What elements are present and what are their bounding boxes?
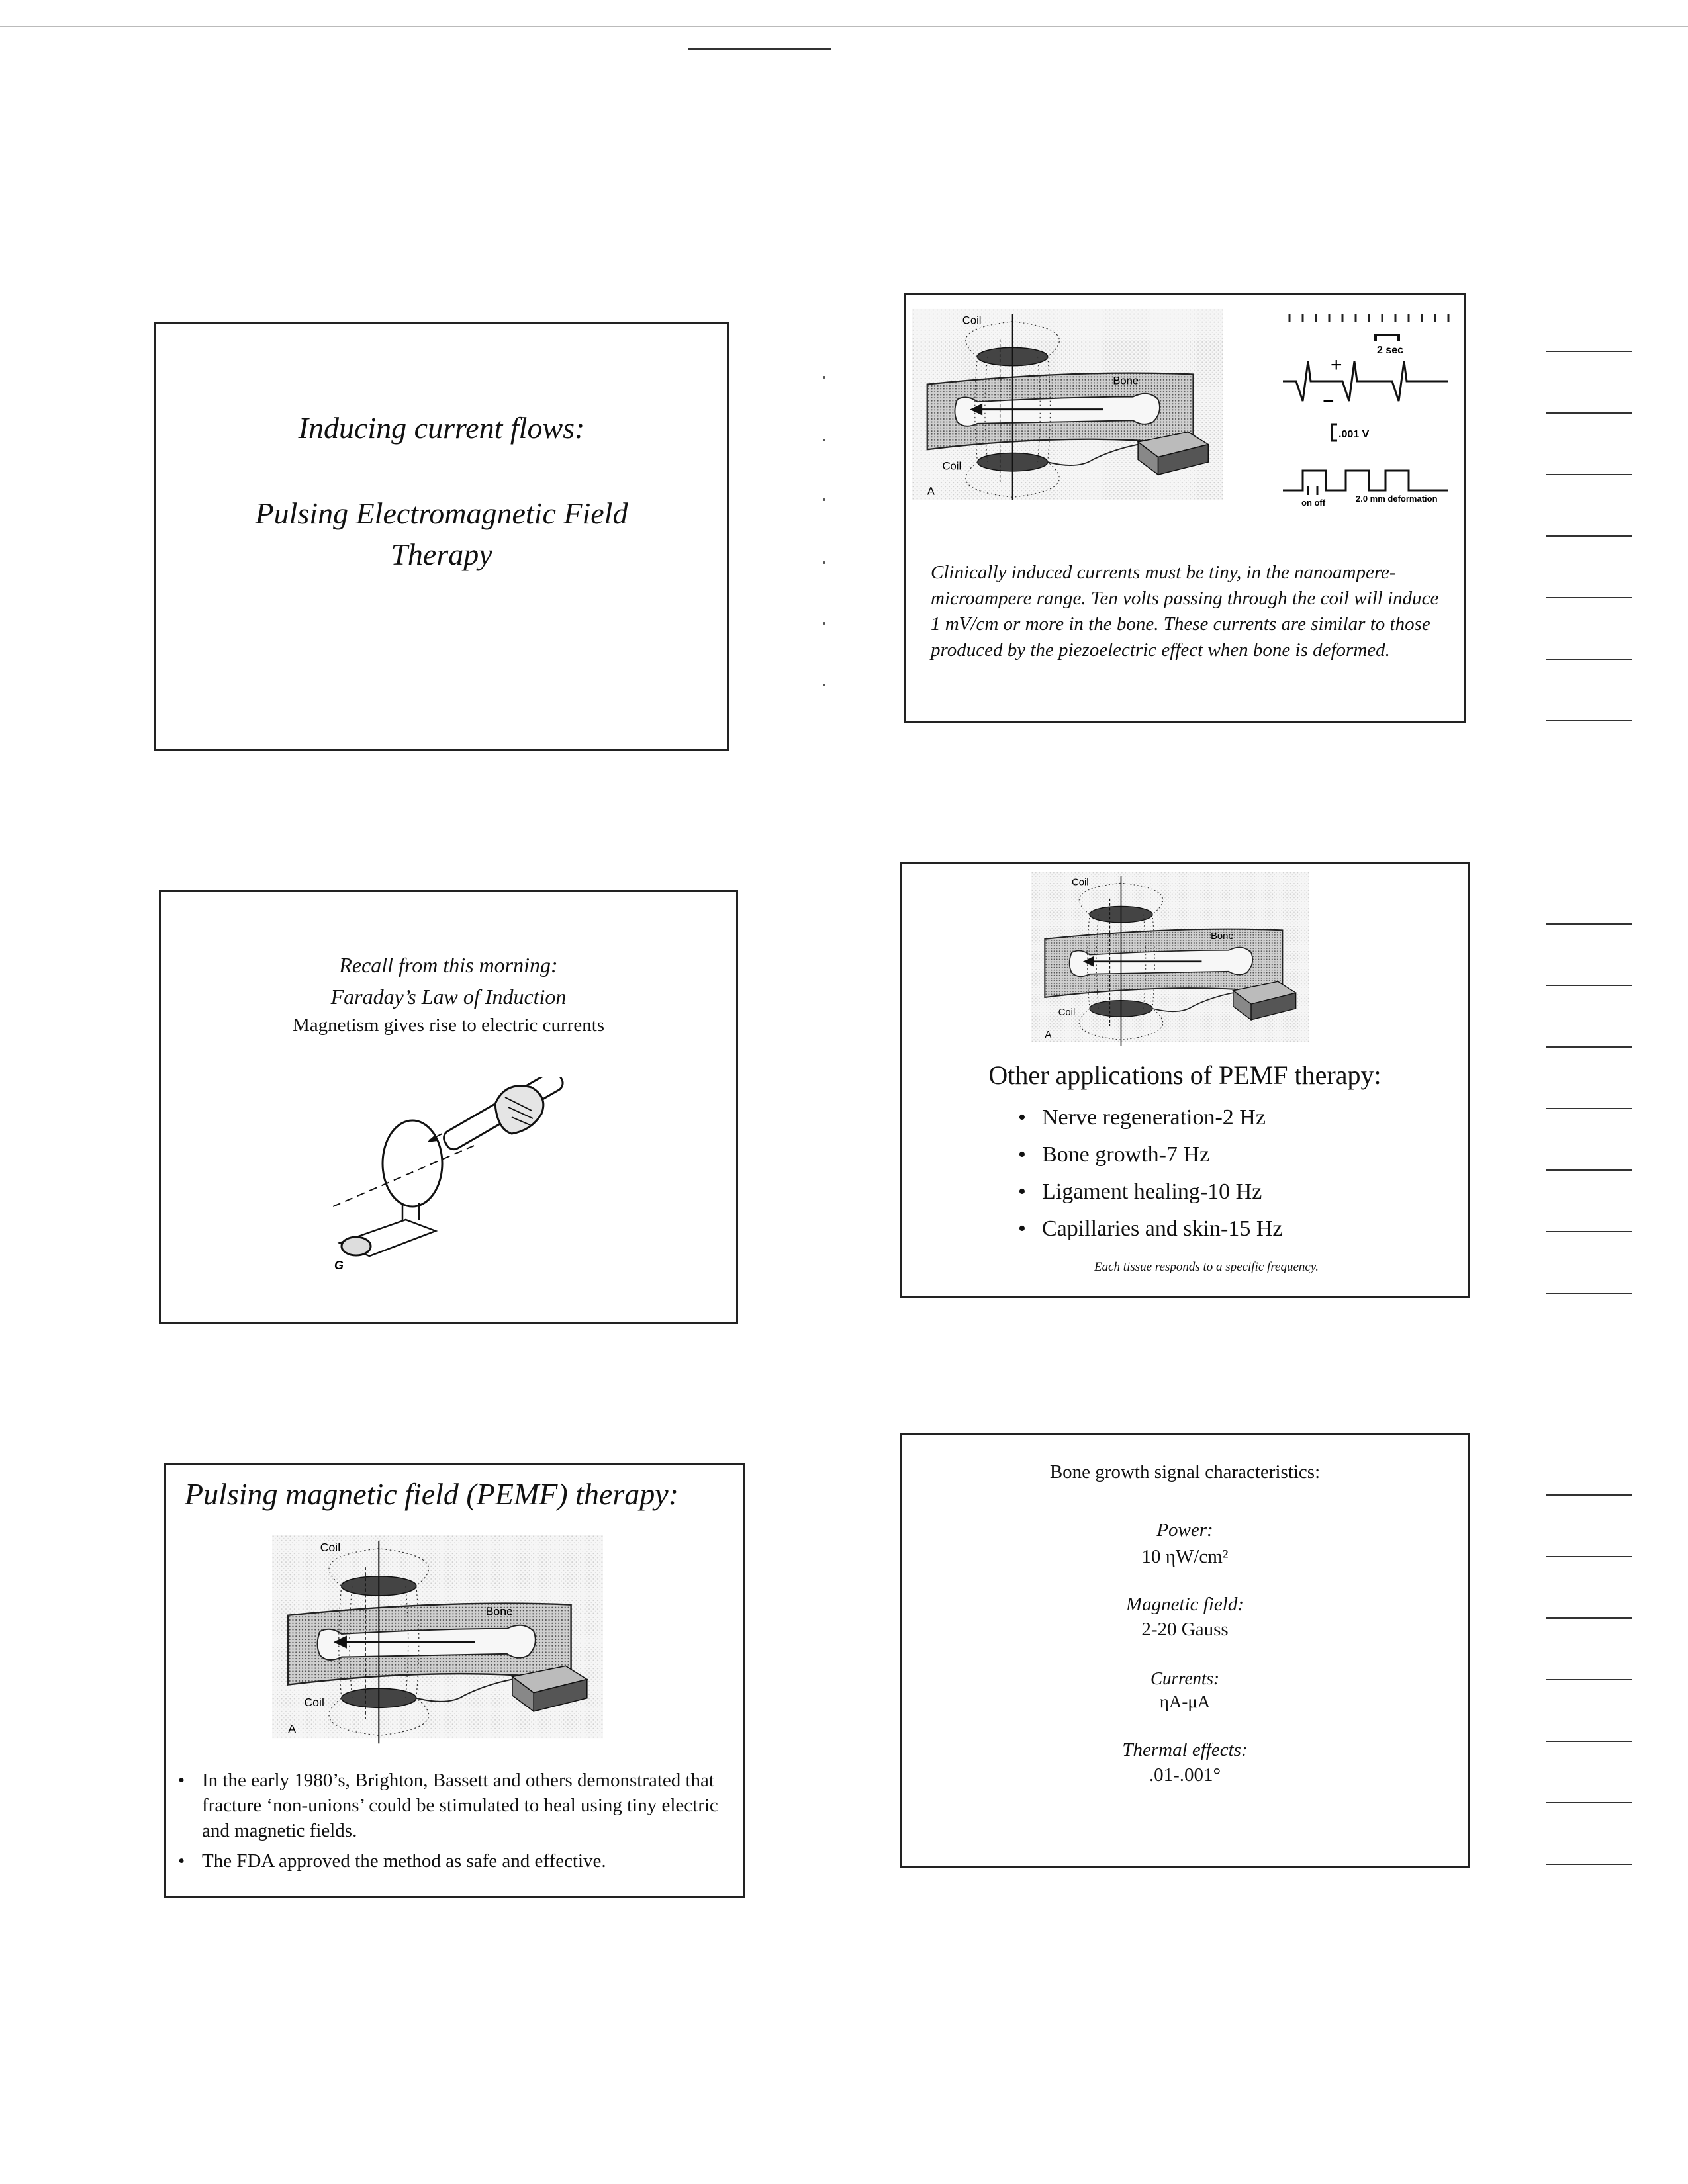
- scan-mark: [688, 48, 831, 50]
- margin-dot: [823, 622, 825, 625]
- time-scale-label: 2 sec: [1377, 345, 1404, 356]
- slide-2: [904, 293, 1466, 723]
- pemf-coil-bone-diagram: [912, 308, 1223, 500]
- page-edge: [0, 26, 1688, 27]
- coil-bottom-label: Coil: [304, 1695, 324, 1709]
- voltage-scale-label: .001 V: [1338, 429, 1370, 440]
- slide-3: [159, 890, 738, 1324]
- pemf-coil-bone-diagram: [272, 1527, 603, 1746]
- slide-5: [164, 1463, 745, 1898]
- note-line: [1546, 1046, 1632, 1048]
- power-value-text: 10 ηW/cm²: [1141, 1546, 1229, 1567]
- margin-dot: [823, 439, 825, 441]
- coil-top-label: Coil: [320, 1540, 341, 1554]
- list-item: • Nerve regeneration-2 Hz: [1013, 1099, 1283, 1136]
- coil-bottom-label: Coil: [942, 459, 962, 473]
- note-line: [1546, 1108, 1632, 1109]
- note-line: [1546, 1617, 1632, 1619]
- note-line: [1546, 1802, 1632, 1803]
- slide-subtitle: Pulsing Electromagnetic Field Therapy: [255, 496, 628, 571]
- slide-title: Bone growth signal characteristics:: [1049, 1461, 1321, 1482]
- power-value: [902, 1546, 1468, 1568]
- note-line: [1546, 1679, 1632, 1680]
- note-line: [1546, 1231, 1632, 1232]
- panel-letter: A: [288, 1722, 297, 1736]
- signal-waveform-diagram: [1276, 308, 1462, 507]
- galvanometer-label: G: [334, 1259, 344, 1272]
- frequency-list: [1013, 1099, 1283, 1248]
- bone-label: Bone: [485, 1604, 514, 1618]
- note-line: [1546, 351, 1632, 352]
- slide-title: Inducing current flows:: [298, 411, 585, 445]
- power-label: Power:: [1156, 1520, 1213, 1541]
- note-line: [1546, 1293, 1632, 1294]
- note-line: [1546, 1556, 1632, 1557]
- coil-bottom-label: Coil: [1058, 1007, 1076, 1019]
- thermal-effects-value: .01-.001°: [1149, 1764, 1221, 1786]
- coil-top-label: Coil: [962, 314, 982, 327]
- panel-letter: A: [927, 484, 935, 498]
- coil-top-label: Coil: [1071, 877, 1089, 888]
- bone-label: Bone: [1113, 374, 1139, 387]
- list-item: • Capillaries and skin-15 Hz: [1013, 1210, 1283, 1248]
- slide-6: [900, 1433, 1470, 1868]
- note-line: [1546, 412, 1632, 414]
- margin-dot: [823, 561, 825, 564]
- note-line: [1546, 535, 1632, 537]
- note-line: [1546, 720, 1632, 721]
- note-line: [1546, 659, 1632, 660]
- slide-4: [900, 862, 1470, 1298]
- note-line: [1546, 1741, 1632, 1742]
- deformation-label: 2.0 mm deformation: [1356, 494, 1438, 504]
- note-line: [1546, 1864, 1632, 1865]
- margin-dot: [823, 376, 825, 379]
- thermal-effects-label: Thermal effects:: [1122, 1739, 1248, 1760]
- slide-caption: Clinically induced currents must be tiny, in the nanoampere-microampere range. Ten volts passing through the coil will induce 1 mV/cm or more in the bone. These currents are similar to those produced by the piezoelectric effect when bone is deformed.: [931, 562, 1439, 660]
- note-line: [1546, 597, 1632, 598]
- magnetic-field-value: 2-20 Gauss: [1141, 1619, 1229, 1640]
- list-item: • Ligament healing-10 Hz: [1013, 1173, 1283, 1210]
- note-line: [1546, 1169, 1632, 1171]
- history-bullets: [173, 1768, 735, 1874]
- currents-label: Currents:: [1150, 1668, 1219, 1688]
- faraday-law-line: Faraday’s Law of Induction: [330, 985, 567, 1009]
- currents-value: ηA-μA: [1159, 1692, 1211, 1711]
- magnetism-line: Magnetism gives rise to electric currents: [292, 1015, 605, 1036]
- margin-dot: [823, 684, 825, 686]
- pemf-coil-bone-diagram: [1031, 868, 1309, 1046]
- panel-letter: A: [1045, 1029, 1052, 1040]
- recall-line: Recall from this morning:: [339, 953, 558, 977]
- note-line: [1546, 474, 1632, 475]
- magnetic-field-label: Magnetic field:: [1126, 1594, 1244, 1615]
- list-item: • The FDA approved the method as safe and effective.: [173, 1848, 735, 1874]
- minus-sign: −: [1323, 390, 1335, 412]
- margin-dot: [823, 498, 825, 501]
- bone-label: Bone: [1210, 931, 1234, 942]
- slide-footnote: Each tissue responds to a specific frequency.: [1094, 1260, 1319, 1274]
- note-line: [1546, 923, 1632, 925]
- list-item: • In the early 1980’s, Brighton, Bassett and others demonstrated that fracture ‘non-unions’ could be stimulated to heal using tiny electric and magnetic fields.: [173, 1768, 735, 1843]
- plus-sign: +: [1331, 354, 1342, 376]
- slide-heading: Pulsing magnetic field (PEMF) therapy:: [185, 1477, 679, 1511]
- on-off-label: on off: [1301, 498, 1326, 507]
- faraday-induction-diagram: [320, 1077, 585, 1276]
- note-line: [1546, 1494, 1632, 1496]
- slide-1: [154, 322, 729, 751]
- slide-heading: Other applications of PEMF therapy:: [988, 1060, 1382, 1090]
- list-item: • Bone growth-7 Hz: [1013, 1136, 1283, 1173]
- note-line: [1546, 985, 1632, 986]
